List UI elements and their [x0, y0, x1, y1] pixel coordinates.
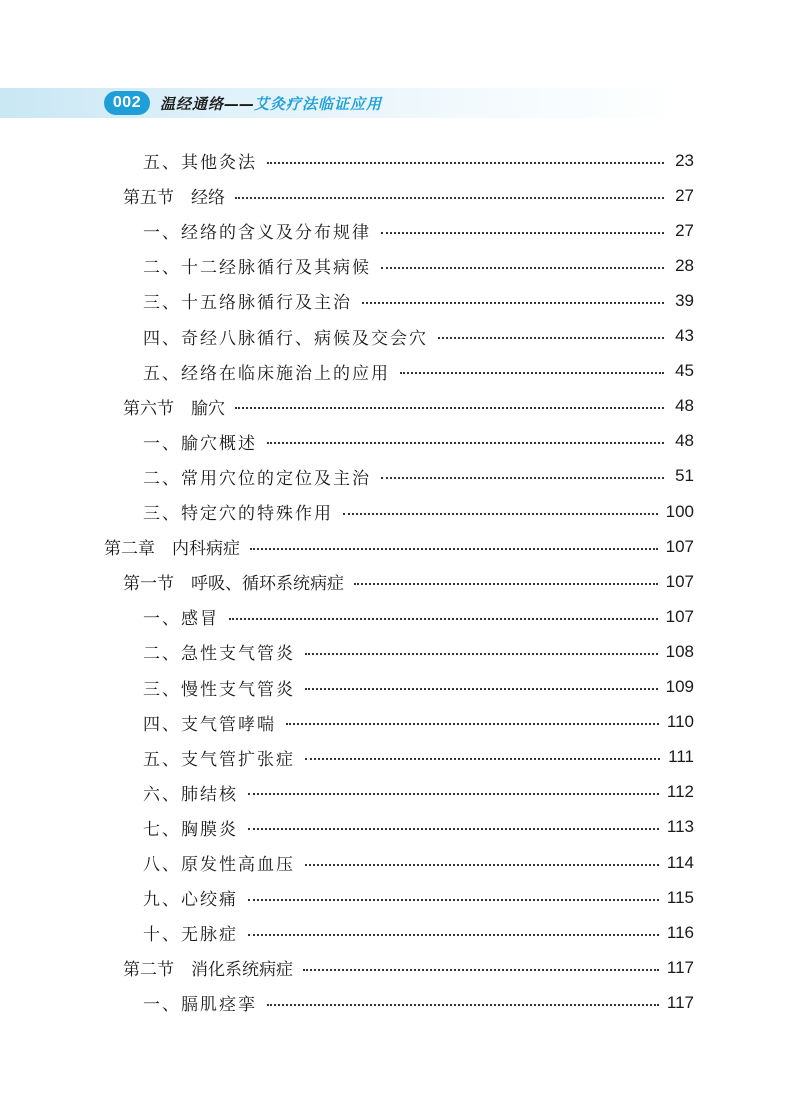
book-title: 温经通络 — [160, 95, 225, 113]
toc-entry-page: 28 — [675, 255, 694, 275]
toc-item-entry — [143, 810, 694, 845]
dot-leader — [305, 758, 660, 760]
toc-entry-page: 107 — [665, 536, 694, 556]
toc-item-entry — [143, 985, 694, 1020]
toc-entry-page: 45 — [675, 361, 694, 381]
toc-chapter-entry — [104, 529, 694, 564]
toc-entry-page: 117 — [666, 992, 694, 1012]
toc-item-entry — [143, 213, 694, 248]
dot-leader — [354, 583, 658, 585]
toc-entry-title: 三、十五络脉循行及主治 — [143, 293, 352, 314]
toc-section-entry — [123, 564, 694, 599]
dot-leader — [267, 162, 664, 164]
dot-leader — [229, 618, 658, 620]
toc-entry-title: 第一节 呼吸、循环系统病症 — [123, 574, 344, 595]
toc-entry-title: 四、支气管哮喘 — [143, 714, 276, 735]
toc-entry-title: 八、原发性高血压 — [143, 855, 295, 875]
toc-item-entry — [143, 634, 694, 669]
toc-entry-title: 二、十二经脉循行及其病候 — [143, 258, 371, 279]
toc-entry-title: 第二节 消化系统病症 — [123, 960, 293, 981]
dot-leader — [362, 302, 664, 304]
toc-entry-page: 48 — [675, 396, 694, 416]
dot-leader — [381, 477, 664, 479]
toc-entry-title: 十、无脉症 — [143, 925, 238, 946]
toc-entry-title: 第二章 内科病症 — [104, 539, 240, 560]
dot-leader — [235, 407, 664, 409]
toc-entry-title: 三、慢性支气管炎 — [143, 679, 295, 700]
dot-leader — [343, 513, 658, 515]
dot-leader — [305, 653, 658, 655]
dot-leader — [305, 688, 658, 690]
toc-entry-title: 六、肺结核 — [143, 784, 238, 805]
dot-leader — [381, 232, 664, 234]
toc-item-entry — [143, 459, 694, 494]
toc-entry-page: 117 — [666, 957, 694, 977]
dot-leader — [303, 969, 659, 971]
dot-leader — [381, 267, 664, 269]
toc-item-entry — [143, 775, 694, 810]
toc-entry-title: 五、其他灸法 — [143, 153, 257, 173]
toc-entry-page: 48 — [675, 431, 694, 451]
toc-entry-page: 111 — [668, 747, 694, 767]
toc-entry-title: 第六节 腧穴 — [123, 398, 225, 419]
toc-entry-page: 107 — [665, 606, 694, 626]
toc-item-entry — [143, 424, 694, 459]
toc-item-entry — [143, 494, 694, 529]
toc-entry-page: 112 — [666, 782, 694, 802]
book-subtitle: 艾灸疗法临证应用 — [254, 95, 383, 113]
dot-leader — [267, 442, 664, 444]
toc-entry-title: 一、经络的含义及分布规律 — [143, 223, 371, 244]
toc-item-entry — [143, 354, 694, 389]
dot-leader — [248, 899, 659, 901]
toc-entry-title: 三、特定穴的特殊作用 — [143, 504, 333, 524]
toc-section-entry — [123, 389, 694, 424]
toc-entry-page: 108 — [665, 641, 694, 661]
toc-entry-page: 27 — [675, 185, 694, 205]
toc-entry-title: 七、胸膜炎 — [143, 819, 238, 840]
dot-leader — [248, 793, 659, 795]
dot-leader — [248, 828, 659, 830]
page-number-badge: 002 — [104, 91, 150, 115]
toc-item-entry — [143, 845, 694, 880]
toc-entry-page: 23 — [675, 150, 694, 170]
dot-leader — [250, 548, 658, 550]
toc-entry-title: 九、心绞痛 — [143, 890, 238, 911]
toc-entry-page: 43 — [675, 326, 694, 345]
toc-section-entry — [123, 178, 694, 213]
dot-leader — [286, 723, 659, 725]
toc-entry-page: 100 — [665, 501, 694, 521]
toc-entry-title: 一、感冒 — [143, 609, 219, 630]
toc-item-entry — [143, 248, 694, 283]
toc-entry-page: 109 — [665, 677, 694, 696]
toc-entry-title: 一、膈肌痉挛 — [143, 995, 257, 1016]
toc-item-entry — [143, 705, 694, 740]
toc-entry-title: 一、腧穴概述 — [143, 433, 257, 454]
dot-leader — [400, 372, 664, 374]
toc-item-entry — [143, 880, 694, 915]
running-header-title — [160, 92, 382, 116]
toc-entry-title: 四、奇经八脉循行、病候及交会穴 — [143, 328, 428, 349]
dot-leader — [235, 197, 664, 199]
dot-leader — [248, 934, 659, 936]
dot-leader — [438, 337, 664, 339]
toc-entry-page: 113 — [666, 817, 694, 837]
toc-section-entry — [123, 950, 694, 985]
dot-leader — [267, 1004, 659, 1006]
toc-entry-title: 第五节 经络 — [123, 188, 225, 209]
toc-entry-page: 110 — [666, 712, 694, 732]
toc-item-entry — [143, 143, 694, 178]
toc-item-entry — [143, 915, 694, 950]
toc-entry-page: 115 — [666, 887, 694, 907]
toc-item-entry — [143, 740, 694, 775]
dot-leader — [305, 864, 659, 866]
toc-item-entry — [143, 599, 694, 634]
toc-entry-title: 二、急性支气管炎 — [143, 644, 295, 665]
toc-item-entry — [143, 319, 694, 354]
toc-entry-page: 51 — [675, 466, 694, 486]
title-separator: —— — [224, 95, 255, 113]
toc-item-entry — [143, 283, 694, 318]
toc-entry-page: 107 — [665, 571, 694, 591]
toc-entry-title: 二、常用穴位的定位及主治 — [143, 468, 371, 489]
toc-entry-title: 五、经络在临床施治上的应用 — [143, 363, 390, 384]
toc-entry-title: 五、支气管扩张症 — [143, 749, 295, 770]
toc-entry-page: 114 — [666, 852, 694, 872]
toc-item-entry — [143, 670, 694, 705]
toc-entry-page: 27 — [675, 220, 694, 240]
toc-entry-page: 39 — [675, 290, 694, 310]
toc-entry-page: 116 — [666, 922, 694, 942]
